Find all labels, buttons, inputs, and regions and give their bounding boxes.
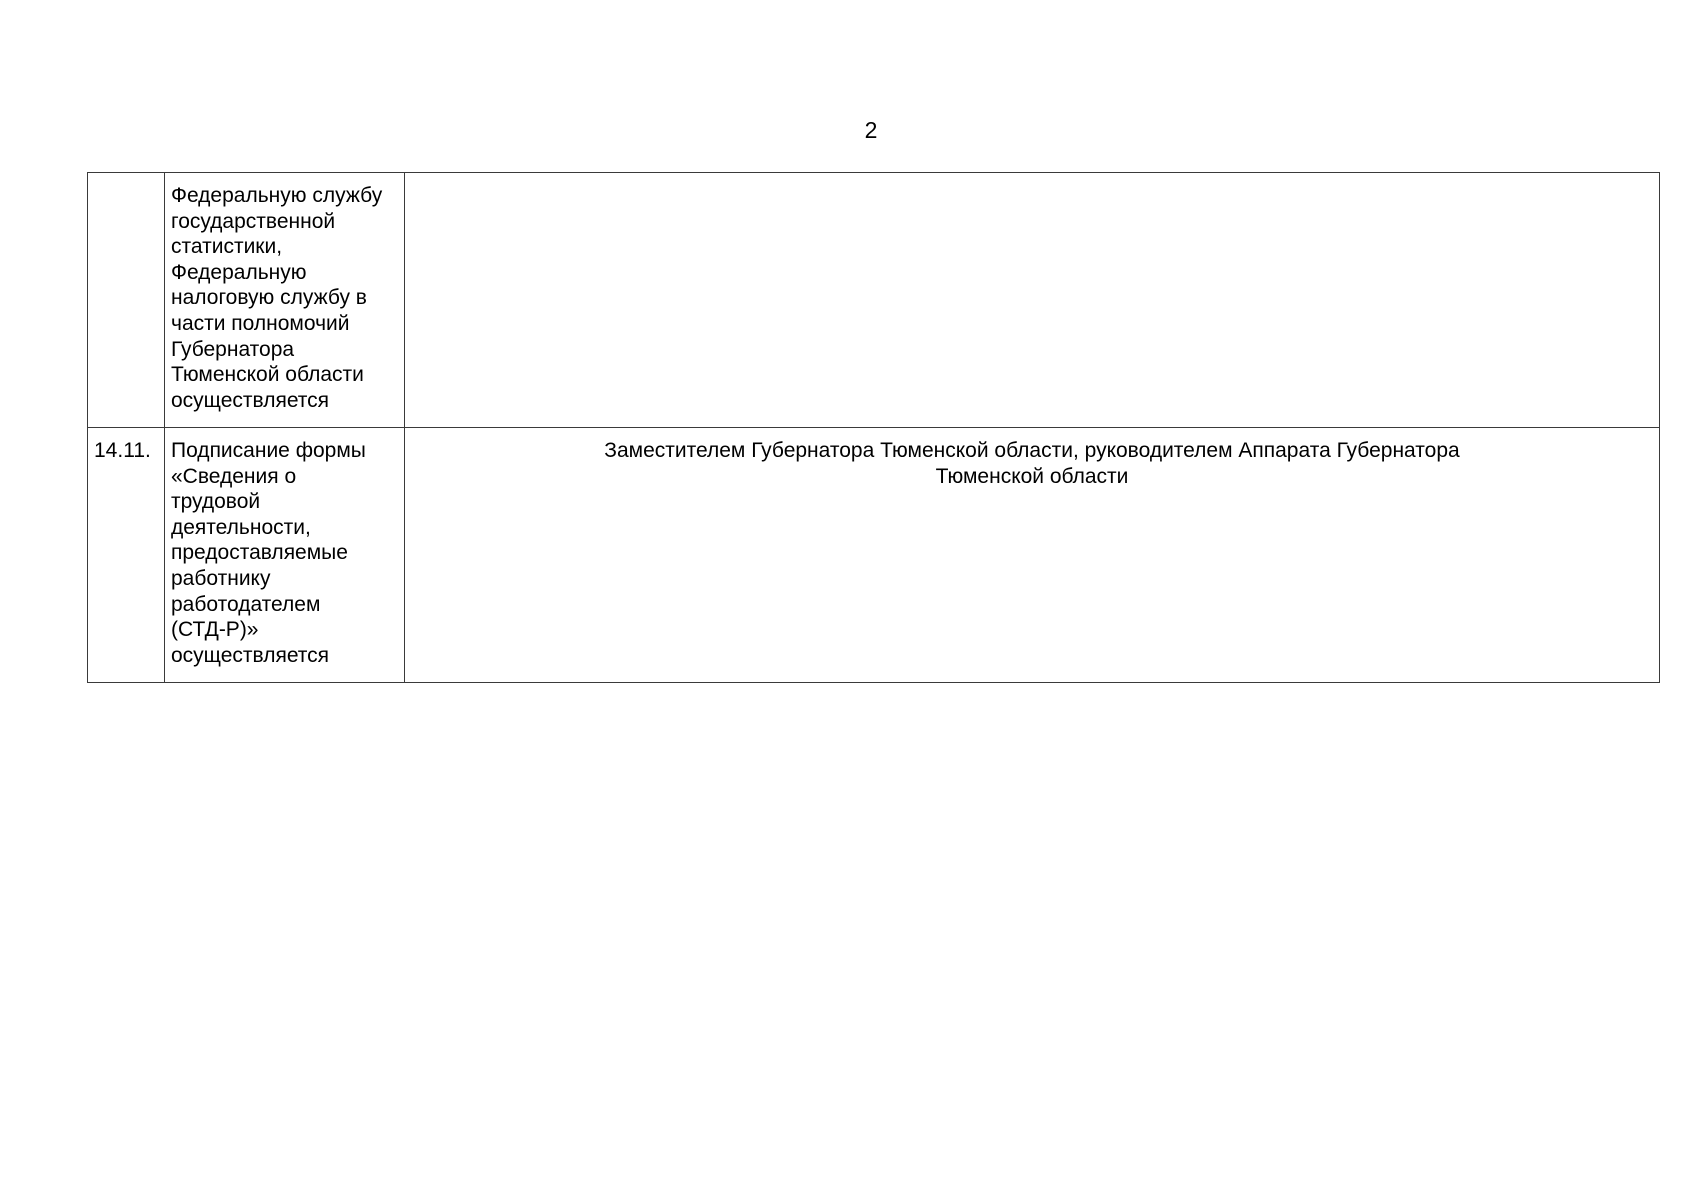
description-line: Губернатора	[171, 337, 295, 361]
document-table	[87, 172, 1660, 683]
page-number: 2	[864, 117, 878, 143]
description-line: осуществляется	[171, 388, 330, 412]
description-line: (СТД-Р)»	[171, 618, 259, 642]
cell-description	[165, 428, 405, 683]
description-line: трудовой	[171, 490, 261, 514]
description-line: Федеральную службу	[171, 184, 383, 207]
description-line: работодателем	[171, 592, 321, 616]
cell-number: 14.11.	[88, 428, 165, 683]
responsible-line: Тюменской области	[935, 464, 1129, 488]
description-line: Тюменской области	[171, 363, 364, 387]
description-line: осуществляется	[171, 643, 330, 667]
description-line: «Сведения о	[171, 464, 297, 488]
table-row	[88, 173, 1660, 428]
cell-responsible	[405, 173, 1660, 428]
description-line: Подписание формы	[171, 439, 366, 462]
description-line: государственной	[171, 209, 336, 233]
description-line: работнику	[171, 566, 271, 590]
responsible-line: Заместителем Губернатора Тюменской области, руководителем Аппарата Губернатора	[604, 439, 1460, 462]
description-line: части полномочий	[171, 311, 350, 335]
description-line: предоставляемые	[171, 541, 348, 565]
cell-responsible	[405, 428, 1660, 683]
description-line: Федеральную	[171, 260, 307, 284]
description-line: статистики,	[171, 235, 283, 259]
table-row	[88, 428, 1660, 683]
description-line: деятельности,	[171, 515, 311, 539]
cell-description	[165, 173, 405, 428]
cell-number	[88, 173, 165, 428]
description-line: налоговую службу в	[171, 286, 367, 310]
